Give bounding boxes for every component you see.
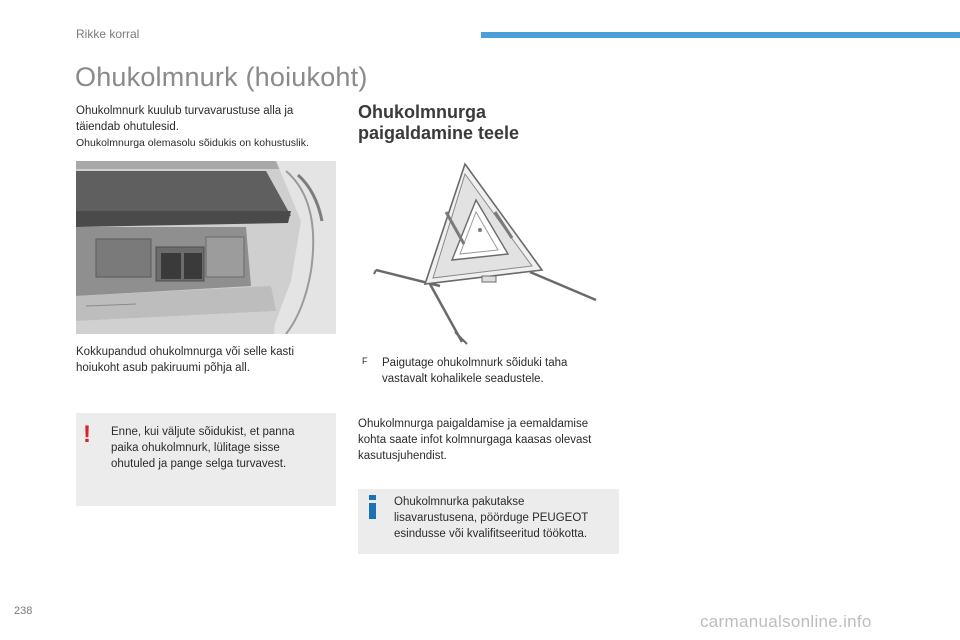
info-line-3: esindusse või kvalifitseeritud töökotta. xyxy=(394,528,588,540)
warning-exclamation-icon: ! xyxy=(83,421,91,448)
photo-caption-line-1: Kokkupandud ohukolmnurga või selle kasti xyxy=(76,346,294,358)
warning-triangle-illustration xyxy=(370,160,600,345)
instructions-line-3: kasutusjuhendist. xyxy=(358,450,447,462)
bullet-line-1: Paigutage ohukolmnurk sõiduki taha xyxy=(382,357,568,369)
page-number: 238 xyxy=(14,605,33,617)
photo-caption-line-2: hoiukoht asub pakiruumi põhja all. xyxy=(76,362,250,374)
info-line-2: lisavarustusena, pöörduge PEUGEOT xyxy=(394,512,589,524)
car-trunk-photo-icon xyxy=(76,161,336,334)
watermark-text: carmanualsonline.info xyxy=(700,612,872,631)
instructions-line-2: kohta saate infot kolmnurgaga kaasas olevast xyxy=(358,434,592,446)
section-label: Rikke korral xyxy=(76,27,140,41)
intro-line-3: Ohukolmnurga olemasolu sõidukis on kohustuslik. xyxy=(76,137,309,149)
bullet-line-2: vastavalt kohalikele seadustele. xyxy=(382,373,544,385)
section-heading-line-2: paigaldamine teele xyxy=(358,123,520,143)
bullet-marker: F xyxy=(362,356,368,366)
intro-line-1: Ohukolmnurk kuulub turvavarustuse alla ja xyxy=(76,105,294,117)
intro-line-2: täiendab ohutulesid. xyxy=(76,121,179,133)
warning-line-3: ohutuled ja pange selga turvavest. xyxy=(111,458,287,470)
header-accent-bar xyxy=(481,32,960,38)
warning-line-2: paika ohukolmnurk, lülitage sisse xyxy=(111,442,280,454)
page-title: Ohukolmnurk (hoiukoht) xyxy=(75,62,368,92)
info-line-1: Ohukolmnurka pakutakse xyxy=(394,496,525,508)
instructions-line-1: Ohukolmnurga paigaldamise ja eemaldamise xyxy=(358,418,589,430)
section-heading-line-1: Ohukolmnurga xyxy=(358,102,487,122)
warning-line-1: Enne, kui väljute sõidukist, et panna xyxy=(111,426,295,438)
section-heading xyxy=(358,102,519,144)
warning-triangle-icon xyxy=(370,160,600,345)
car-trunk-storage-photo xyxy=(76,161,336,334)
info-icon xyxy=(369,495,376,519)
